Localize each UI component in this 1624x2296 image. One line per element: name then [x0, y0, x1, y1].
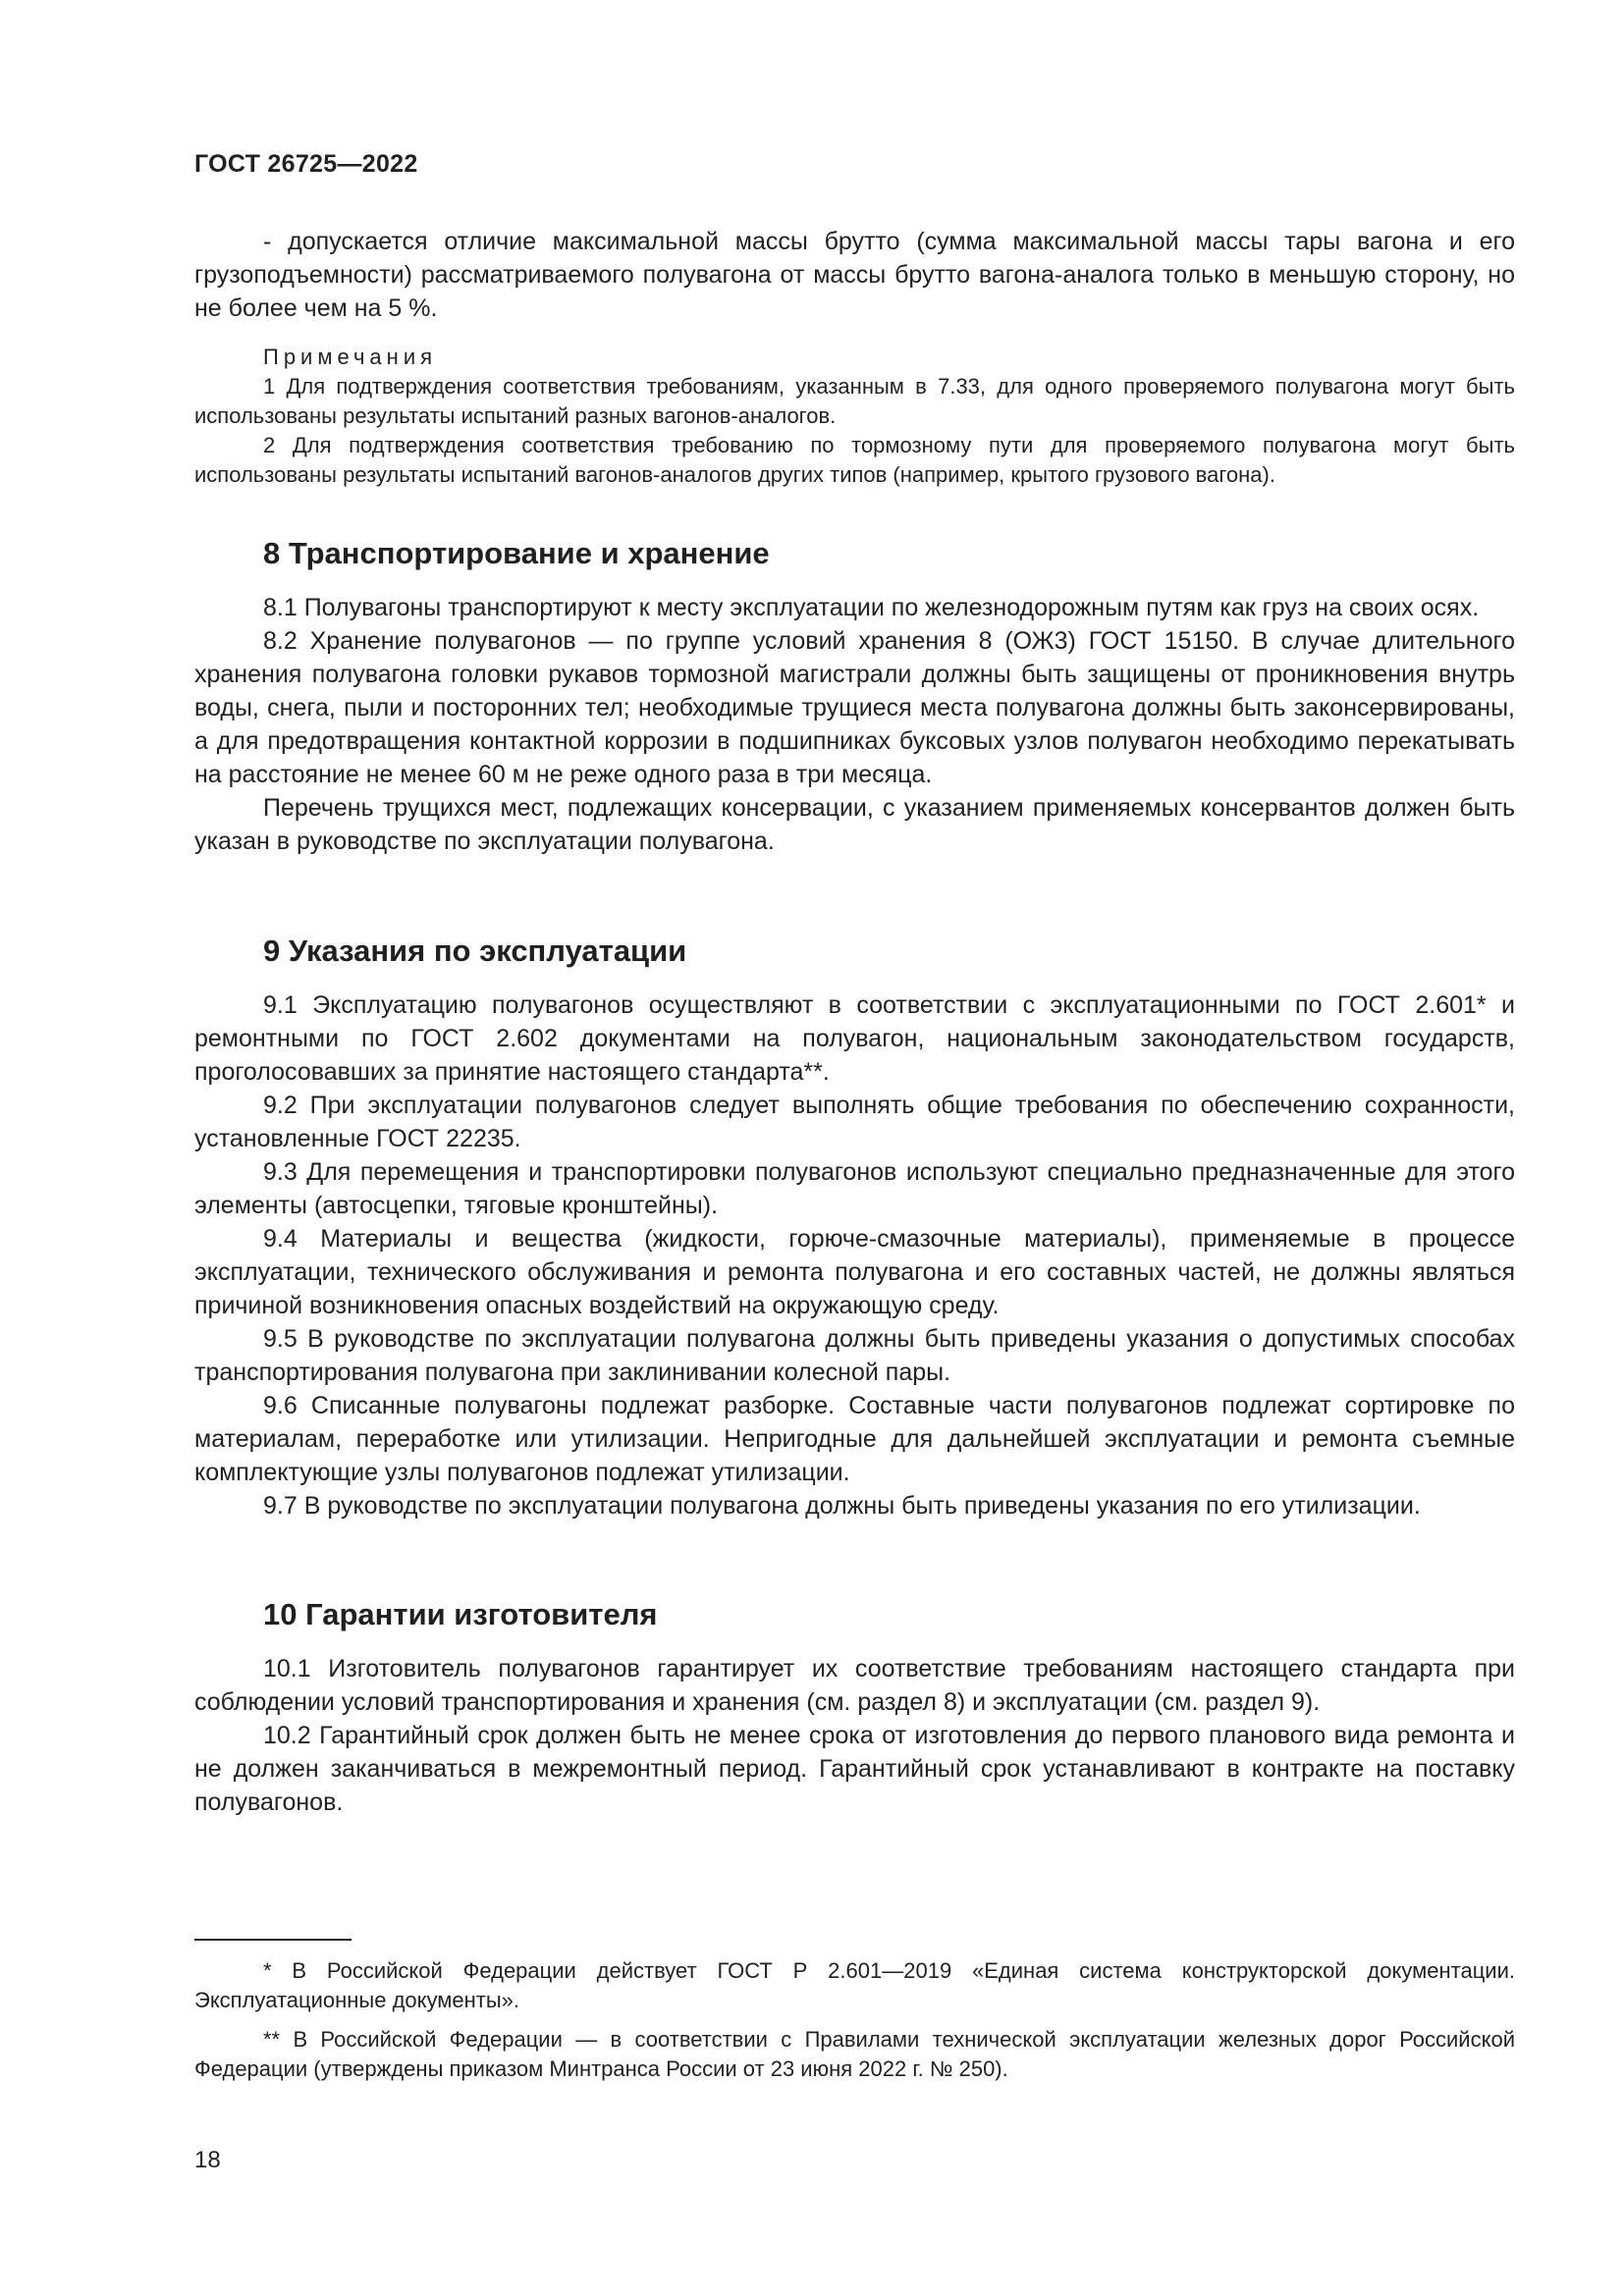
paragraph-8-2-cont: Перечень трущихся мест, подлежащих консервации, с указанием применяемых консервантов должен быть указан в руководстве по эксплуатации полувагона.	[194, 794, 1515, 855]
paragraph-9-3: 9.3 Для перемещения и транспортировки полувагонов используют специально предназначенные для этого элементы (автосцепки, тяговые кронштейны).	[194, 1158, 1515, 1219]
footnote-item: * В Российской Федерации действует ГОСТ Р 2.601—2019 «Единая система конструкторской документации. Эксплуатационные документы».	[194, 1958, 1515, 2012]
paragraph-9-1: 9.1 Эксплуатацию полувагонов осуществляют в соответствии с эксплуатационными по ГОСТ 2.601* и ремонтными по ГОСТ 2.602 документами на полувагон, национальным законодательством государств, проголосовавших за принятие настоящего стандарта**.	[194, 991, 1515, 1086]
footnote-item: ** В Российской Федерации — в соответствии с Правилами технической эксплуатации железных дорог Российской Федерации (утверждены приказом Минтранса России от 23 июня 2022 г. № 250).	[194, 2027, 1515, 2081]
paragraph-9-5: 9.5 В руководстве по эксплуатации полувагона должны быть приведены указания о допустимых способах транспортирования полувагона при заклинивании колесной пары.	[194, 1325, 1515, 1386]
paragraph-9-2: 9.2 При эксплуатации полувагонов следует выполнять общие требования по обеспечению сохранности, установленные ГОСТ 22235.	[194, 1092, 1515, 1152]
paragraph-10-1: 10.1 Изготовитель полувагонов гарантирует их соответствие требованиям настоящего стандарта при соблюдении условий транспортирования и хранения (см. раздел 8) и эксплуатации (см. раздел 9).	[194, 1655, 1515, 1716]
intro-block	[194, 225, 1515, 325]
page-number: 18	[194, 2147, 221, 2173]
section-8	[194, 534, 1515, 858]
section-9	[194, 932, 1515, 1522]
note-item: 2 Для подтверждения соответствия требованию по тормозному пути для проверяемого полувагона могут быть использованы результаты испытаний вагонов-аналогов других типов (например, крытого грузового вагона).	[194, 433, 1515, 487]
paragraph-9-6: 9.6 Списанные полувагоны подлежат разборке. Составные части полувагонов подлежат сортировке по материалам, переработке или утилизации. Непригодные для дальнейшей эксплуатации и ремонта съемные комплектующие узлы полувагонов подлежат утилизации.	[194, 1392, 1515, 1486]
section-10-title: 10 Гарантии изготовителя	[263, 1597, 658, 1631]
paragraph-9-7: 9.7 В руководстве по эксплуатации полувагона должны быть приведены указания по его утилизации.	[263, 1492, 1421, 1520]
paragraph-8-1: 8.1 Полувагоны транспортируют к месту эксплуатации по железнодорожным путям как груз на своих осях.	[263, 594, 1480, 621]
note-item: 1 Для подтверждения соответствия требованиям, указанным в 7.33, для одного проверяемого полувагона могут быть использованы результаты испытаний разных вагонов-аналогов.	[194, 374, 1515, 428]
intro-bullet: - допускается отличие максимальной массы брутто (сумма максимальной массы тары вагона и его грузоподъемности) рассматриваемого полувагона от массы брутто вагона-аналога только в меньшую сторону, но не более чем на 5 %.	[194, 228, 1515, 322]
standard-header: ГОСТ 26725—2022	[194, 150, 418, 178]
paragraph-9-4: 9.4 Материалы и вещества (жидкости, горюче-смазочные материалы), применяемые в процессе эксплуатации, технического обслуживания и ремонта полувагона и его составных частей, не должны являться причиной возникновения опасных воздействий на окружающую среду.	[194, 1225, 1515, 1319]
footnotes-block	[194, 1939, 1515, 2084]
notes-block	[194, 343, 1515, 490]
paragraph-8-2: 8.2 Хранение полувагонов — по группе условий хранения 8 (ОЖ3) ГОСТ 15150. В случае длительного хранения полувагона головки рукавов тормозной магистрали должны быть защищены от проникновения внутрь воды, снега, пыли и посторонних тел; необходимые трущиеся места полувагона должны быть законсервированы, а для предотвращения контактной коррозии в подшипниках буксовых узлов полувагон необходимо перекатывать на расстояние не менее 60 м не реже одного раза в три месяца.	[194, 627, 1515, 788]
section-8-title: 8 Транспортирование и хранение	[263, 536, 770, 570]
document-page	[194, 0, 1515, 2296]
section-10	[194, 1595, 1515, 1819]
section-9-title: 9 Указания по эксплуатации	[263, 934, 687, 968]
paragraph-10-2: 10.2 Гарантийный срок должен быть не менее срока от изготовления до первого планового вида ремонта и не должен заканчиваться в межремонтный период. Гарантийный срок устанавливают в контракте на поставку полувагонов.	[194, 1722, 1515, 1816]
notes-title: Примечания	[263, 345, 438, 369]
